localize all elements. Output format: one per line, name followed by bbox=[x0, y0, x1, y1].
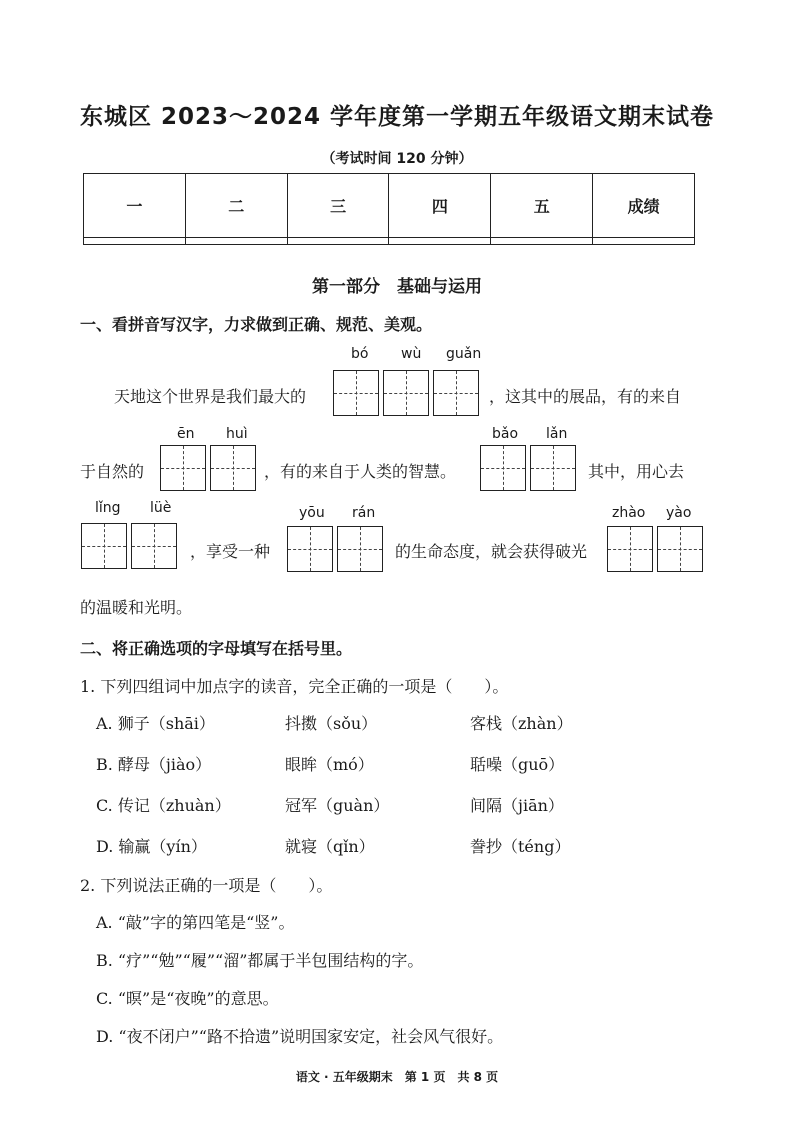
score-header-2: 二 bbox=[185, 174, 287, 238]
exam-title: 东城区 2023～2024 学年度第一学期五年级语文期末试卷 bbox=[79, 104, 715, 130]
score-cell-total[interactable] bbox=[593, 237, 695, 244]
writing-cell[interactable] bbox=[337, 526, 383, 572]
pinyin-guan: guǎn bbox=[446, 346, 482, 362]
score-header-1: 一 bbox=[84, 174, 186, 238]
q1-stem: 1. 下列四组词中加点字的读音，完全正确的一项是（ ）。 bbox=[80, 677, 509, 696]
pinyin-bo: bó bbox=[351, 346, 369, 362]
score-table-header-row bbox=[84, 174, 695, 238]
page-footer: 语文 · 五年级期末 第 1 页 共 8 页 bbox=[295, 1070, 499, 1084]
q1-option-a-3: 客栈（zhàn） bbox=[470, 714, 573, 733]
q1-option-a-1: A. 狮子（shāi） bbox=[96, 714, 215, 733]
writing-cell[interactable] bbox=[657, 526, 703, 572]
section1-heading: 一、看拼音写汉字，力求做到正确、规范、美观。 bbox=[80, 315, 433, 334]
pinyin-lve: lüè bbox=[150, 500, 172, 516]
section2-heading: 二、将正确选项的字母填写在括号里。 bbox=[80, 639, 353, 658]
exam-duration: （考试时间 120 分钟） bbox=[321, 151, 473, 167]
writing-grid-enhui[interactable] bbox=[160, 445, 256, 491]
q1-option-a-2: 抖擞（sǒu） bbox=[285, 714, 378, 733]
writing-grid-linglve[interactable] bbox=[81, 523, 177, 569]
writing-cell[interactable] bbox=[607, 526, 653, 572]
writing-grid-bowuguan[interactable] bbox=[333, 370, 479, 416]
part-one-heading: 第一部分 基础与运用 bbox=[312, 277, 482, 297]
writing-grid-youran[interactable] bbox=[287, 526, 383, 572]
pinyin-yao: yào bbox=[666, 505, 692, 521]
score-table-blank-row bbox=[84, 237, 695, 244]
score-cell-5[interactable] bbox=[491, 237, 593, 244]
score-header-total: 成绩 bbox=[593, 174, 695, 238]
pinyin-ling: lǐng bbox=[95, 500, 121, 516]
passage-line3-b: 的生命态度，就会获得破光 bbox=[395, 542, 588, 561]
pinyin-bao: bǎo bbox=[492, 426, 519, 442]
q1-option-d-2: 就寝（qǐn） bbox=[285, 837, 375, 856]
q1-option-b-1: B. 酵母（jiào） bbox=[96, 755, 212, 774]
writing-cell[interactable] bbox=[433, 370, 479, 416]
writing-cell[interactable] bbox=[131, 523, 177, 569]
passage-line1-b: ，这其中的展品，有的来自 bbox=[489, 387, 682, 406]
pinyin-en: ēn bbox=[177, 426, 195, 442]
passage-line2-a: 于自然的 bbox=[80, 462, 145, 481]
score-header-5: 五 bbox=[491, 174, 593, 238]
q2-option-b: B. “疗”“勉”“履”“溜”都属于半包围结构的字。 bbox=[96, 951, 424, 970]
q1-option-d-3: 誊抄（téng） bbox=[470, 837, 571, 856]
pinyin-hui: huì bbox=[226, 426, 248, 442]
passage-line1-a: 天地这个世界是我们最大的 bbox=[114, 387, 307, 406]
writing-cell[interactable] bbox=[210, 445, 256, 491]
score-cell-4[interactable] bbox=[389, 237, 491, 244]
pinyin-lan: lǎn bbox=[546, 426, 568, 442]
q1-option-c-2: 冠军（guàn） bbox=[285, 796, 390, 815]
q1-option-c-3: 间隔（jiān） bbox=[470, 796, 564, 815]
passage-line2-b: ，有的来自于人类的智慧。 bbox=[264, 462, 457, 481]
pinyin-ran: rán bbox=[352, 505, 376, 521]
pinyin-zhao: zhào bbox=[612, 505, 646, 521]
writing-cell[interactable] bbox=[333, 370, 379, 416]
pinyin-wu: wù bbox=[401, 346, 422, 362]
writing-cell[interactable] bbox=[81, 523, 127, 569]
q2-option-d: D. “夜不闭户”“路不拾遗”说明国家安定，社会风气很好。 bbox=[96, 1027, 504, 1046]
writing-grid-baolan[interactable] bbox=[480, 445, 576, 491]
passage-line3-a: ，享受一种 bbox=[190, 542, 271, 561]
q1-option-d-1: D. 输赢（yín） bbox=[96, 837, 207, 856]
score-cell-2[interactable] bbox=[185, 237, 287, 244]
q1-option-c-1: C. 传记（zhuàn） bbox=[96, 796, 231, 815]
writing-cell[interactable] bbox=[480, 445, 526, 491]
passage-line2-c: 其中，用心去 bbox=[588, 462, 685, 481]
writing-cell[interactable] bbox=[530, 445, 576, 491]
q1-option-b-3: 聒噪（guō） bbox=[470, 755, 565, 774]
q2-stem: 2. 下列说法正确的一项是（ ）。 bbox=[80, 876, 333, 895]
score-cell-3[interactable] bbox=[287, 237, 389, 244]
q2-option-a: A. “敲”字的第四笔是“竖”。 bbox=[96, 913, 295, 932]
pinyin-you: yōu bbox=[299, 505, 325, 521]
score-cell-1[interactable] bbox=[84, 237, 186, 244]
passage-line4: 的温暖和光明。 bbox=[80, 598, 193, 617]
writing-cell[interactable] bbox=[383, 370, 429, 416]
score-header-4: 四 bbox=[389, 174, 491, 238]
q1-option-b-2: 眼眸（mó） bbox=[285, 755, 374, 774]
writing-grid-zhaoyao[interactable] bbox=[607, 526, 703, 572]
writing-cell[interactable] bbox=[287, 526, 333, 572]
score-header-3: 三 bbox=[287, 174, 389, 238]
score-table bbox=[83, 173, 695, 245]
writing-cell[interactable] bbox=[160, 445, 206, 491]
q2-option-c: C. “暝”是“夜晚”的意思。 bbox=[96, 989, 279, 1008]
